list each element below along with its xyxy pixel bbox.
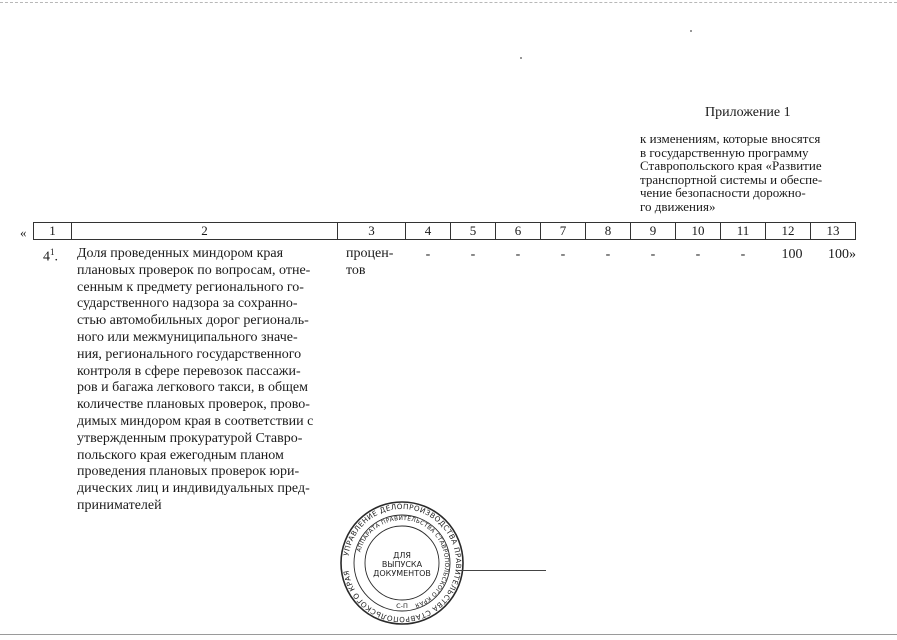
description-line: дических лиц и индивидуальных пред- bbox=[77, 481, 310, 497]
column-number-header bbox=[33, 222, 856, 240]
scan-speck bbox=[690, 30, 692, 32]
appendix-body bbox=[640, 132, 861, 213]
stamp-inner-text: АППАРАТА ПРАВИТЕЛЬСТВА СТАВРОПОЛЬСКОГО КРАЯ bbox=[356, 515, 450, 608]
appendix-line: в государственную программу bbox=[640, 144, 809, 160]
description-line: стью автомобильных дорог региональ- bbox=[77, 313, 309, 329]
column-header: 10 bbox=[676, 223, 721, 240]
column-header: 13 bbox=[811, 223, 856, 240]
row-number bbox=[43, 247, 58, 266]
signature-line bbox=[458, 570, 546, 571]
scan-edge-bottom bbox=[0, 634, 897, 635]
row-number-dot: . bbox=[54, 249, 58, 265]
appendix-line: го движения» bbox=[640, 198, 716, 214]
description-line: ного или межмуниципального значе- bbox=[77, 329, 298, 345]
description-line: димых миндором края в соответствии с bbox=[77, 413, 314, 429]
stamp-outer-text: УПРАВЛЕНИЕ ДЕЛОПРОИЗВОДСТВА ПРАВИТЕЛЬСТВА СТАВРОПОЛЬСКОГО КРАЯ bbox=[341, 501, 464, 625]
stamp-center-line: ДОКУМЕНТОВ bbox=[373, 569, 431, 578]
value-col-12: 100 bbox=[781, 247, 803, 262]
description-line: сенным к предмету регионального го- bbox=[77, 279, 304, 295]
description-line: утвержденным прокуратурой Ставро- bbox=[77, 430, 303, 446]
value-col-5: - bbox=[470, 247, 476, 262]
stamp-code: С-П bbox=[396, 602, 408, 610]
office-stamp bbox=[338, 500, 466, 626]
value-col-8: - bbox=[605, 247, 611, 262]
column-header: 2 bbox=[72, 223, 338, 240]
description-line: контроля в сфере перевозок пассажи- bbox=[77, 363, 301, 379]
value-col-9: - bbox=[650, 247, 656, 262]
column-header: 4 bbox=[406, 223, 451, 240]
column-header: 9 bbox=[631, 223, 676, 240]
column-header: 5 bbox=[451, 223, 496, 240]
stamp-center-line: ДЛЯ bbox=[393, 551, 411, 560]
description-line: принимателей bbox=[77, 497, 162, 513]
description-line: польского края ежегодным планом bbox=[77, 447, 284, 463]
column-header: 11 bbox=[721, 223, 766, 240]
column-header: 12 bbox=[766, 223, 811, 240]
stamp-center-line: ВЫПУСКА bbox=[381, 560, 423, 569]
open-quote: « bbox=[20, 225, 27, 240]
unit-of-measure bbox=[346, 246, 396, 280]
value-col-6: - bbox=[515, 247, 521, 262]
scan-speck bbox=[520, 57, 522, 59]
value-col-11: - bbox=[740, 247, 746, 262]
description-line: количестве плановых проверок, прово- bbox=[77, 397, 310, 413]
description-line: Доля проведенных миндором края bbox=[77, 246, 284, 261]
unit-line: тов bbox=[346, 262, 366, 278]
appendix-line: транспортной системы и обеспе- bbox=[640, 171, 823, 187]
column-header: 3 bbox=[338, 223, 406, 240]
appendix-title: Приложение 1 bbox=[705, 105, 791, 120]
unit-line: процен- bbox=[346, 246, 394, 261]
description-line: проведения плановых проверок юри- bbox=[77, 464, 300, 480]
description-line: ров и багажа легкового такси, в общем bbox=[77, 380, 308, 396]
description-line: плановых проверок по вопросам, отне- bbox=[77, 262, 311, 278]
appendix-line: к изменениям, которые вносятся bbox=[640, 131, 821, 146]
description-line: ния, регионального государственного bbox=[77, 346, 302, 362]
appendix-line: Ставропольского края «Развитие bbox=[640, 158, 822, 173]
description-line: сударственного надзора за сохранно- bbox=[77, 296, 298, 312]
column-header: 6 bbox=[496, 223, 541, 240]
column-header: 8 bbox=[586, 223, 631, 240]
column-header: 1 bbox=[34, 223, 72, 240]
value-col-13: 100» bbox=[828, 247, 856, 262]
indicator-description bbox=[77, 246, 330, 515]
scan-edge-top bbox=[0, 2, 897, 3]
column-header: 7 bbox=[541, 223, 586, 240]
value-col-7: - bbox=[560, 247, 566, 262]
row-number-superscript: 1 bbox=[50, 247, 55, 257]
value-col-4: - bbox=[425, 247, 431, 262]
appendix-line: чение безопасности дорожно- bbox=[640, 185, 806, 200]
value-col-10: - bbox=[695, 247, 701, 262]
row-number-main: 4 bbox=[43, 249, 50, 265]
